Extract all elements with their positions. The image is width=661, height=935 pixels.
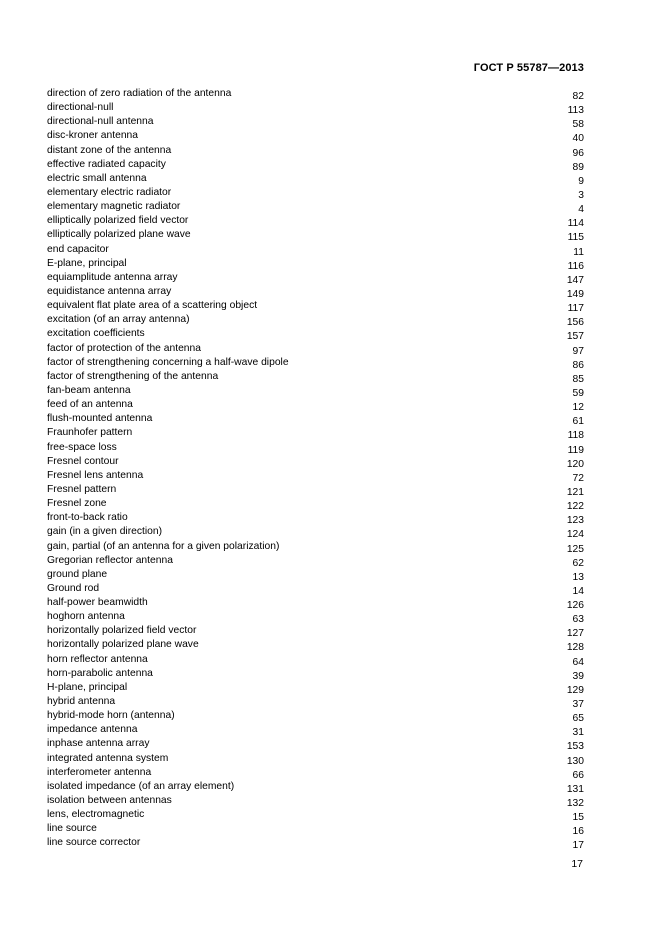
index-page-number: 123 <box>566 515 584 527</box>
index-entry <box>47 795 584 809</box>
index-entry <box>47 244 584 258</box>
index-term: elliptically polarized plane wave <box>47 229 191 241</box>
index-page-number: 126 <box>566 600 584 612</box>
index-term: equivalent flat plate area of a scattering object <box>47 300 258 312</box>
index-term: line source corrector <box>47 837 141 849</box>
index-page-number: 127 <box>566 628 584 640</box>
index-term: factor of protection of the antenna <box>47 342 201 354</box>
index-term: flush-mounted antenna <box>47 413 153 425</box>
index-page-number: 129 <box>566 684 584 696</box>
index-page-number: 120 <box>566 458 584 470</box>
index-entry <box>47 102 584 116</box>
index-page-number: 119 <box>567 444 584 456</box>
index-page-number: 61 <box>572 416 584 428</box>
index-term: Fresnel contour <box>47 455 119 467</box>
index-page-number: 147 <box>566 274 584 286</box>
index-entry <box>47 753 584 767</box>
index-page-number: 89 <box>572 161 584 173</box>
index-entry <box>47 385 584 399</box>
index-entry <box>47 710 584 724</box>
index-entry <box>47 837 584 851</box>
index-term: Fresnel lens antenna <box>47 469 144 481</box>
index-entry <box>47 512 584 526</box>
index-page-number: 122 <box>566 501 584 513</box>
index-term: elementary electric radiator <box>47 186 172 198</box>
index-page-number: 131 <box>566 783 584 795</box>
index-entry <box>47 413 584 427</box>
index-entry <box>47 187 584 201</box>
index-entry <box>47 767 584 781</box>
index-term: direction of zero radiation of the antenna <box>47 88 232 99</box>
index-entry <box>47 159 584 173</box>
index-list <box>47 88 584 852</box>
index-entry <box>47 258 584 272</box>
index-term: hoghorn antenna <box>47 611 125 623</box>
index-page-number: 14 <box>572 585 584 597</box>
index-page-number: 66 <box>572 769 584 781</box>
index-entry <box>47 625 584 639</box>
index-term: end capacitor <box>47 243 109 255</box>
index-entry <box>47 668 584 682</box>
index-entry <box>47 541 584 555</box>
index-entry <box>47 357 584 371</box>
index-page-number: 86 <box>572 359 584 371</box>
index-page-number: 156 <box>566 317 584 329</box>
index-entry <box>47 286 584 300</box>
index-term: line source <box>47 823 97 835</box>
index-page-number: 63 <box>572 614 584 626</box>
index-term: gain, partial (of an antenna for a given polarization) <box>47 540 280 552</box>
index-term: gain (in a given direction) <box>47 526 163 538</box>
index-entry <box>47 442 584 456</box>
index-page-number: 31 <box>572 727 584 739</box>
index-term: ground plane <box>47 568 108 580</box>
index-term: fan-beam antenna <box>47 384 131 396</box>
index-term: interferometer antenna <box>47 766 152 778</box>
index-term: factor of strengthening of the antenna <box>47 370 219 382</box>
index-term: Ground rod <box>47 582 100 594</box>
index-page-number: 64 <box>572 656 584 668</box>
index-page-number: 97 <box>572 345 584 357</box>
document-header: ГОСТ Р 55787—2013 <box>473 62 584 74</box>
index-term: integrated antenna system <box>47 752 169 764</box>
index-page-number: 59 <box>572 387 584 399</box>
index-entry <box>47 724 584 738</box>
index-page-number: 12 <box>572 402 584 414</box>
index-page-number: 113 <box>567 105 584 117</box>
index-page-number: 128 <box>566 642 584 654</box>
index-page-number: 39 <box>572 670 584 682</box>
index-term: horizontally polarized field vector <box>47 625 197 637</box>
index-entry <box>47 470 584 484</box>
index-term: lens, electromagnetic <box>47 809 145 821</box>
index-term: H-plane, principal <box>47 681 128 693</box>
index-page-number: 72 <box>572 472 584 484</box>
index-page-number: 37 <box>572 699 584 711</box>
index-page-number: 58 <box>572 119 584 131</box>
index-term: factor of strengthening concerning a half-wave dipole <box>47 356 289 368</box>
index-page-number: 65 <box>572 713 584 725</box>
index-entry <box>47 116 584 130</box>
index-entry <box>47 201 584 215</box>
index-page-number: 114 <box>567 218 584 230</box>
index-entry <box>47 682 584 696</box>
index-term: horizontally polarized plane wave <box>47 639 199 651</box>
index-entry <box>47 738 584 752</box>
index-page-number: 40 <box>572 133 584 145</box>
index-entry <box>47 526 584 540</box>
index-page-number: 3 <box>578 189 584 201</box>
index-page-number: 115 <box>567 232 584 244</box>
index-entry <box>47 300 584 314</box>
index-entry <box>47 229 584 243</box>
index-page-number: 96 <box>572 147 584 159</box>
index-page-number: 82 <box>572 91 584 102</box>
index-page-number: 157 <box>566 331 584 343</box>
index-entry <box>47 272 584 286</box>
index-page-number: 16 <box>572 826 584 838</box>
index-entry <box>47 328 584 342</box>
index-entry <box>47 484 584 498</box>
index-entry <box>47 215 584 229</box>
index-entry <box>47 696 584 710</box>
index-page-number: 116 <box>567 260 584 272</box>
index-term: disc-kroner antenna <box>47 130 139 142</box>
index-page-number: 124 <box>566 529 584 541</box>
index-term: Gregorian reflector antenna <box>47 554 173 566</box>
index-entry <box>47 399 584 413</box>
index-term: equidistance antenna array <box>47 285 172 297</box>
index-term: isolated impedance (of an array element) <box>47 780 235 792</box>
index-term: impedance antenna <box>47 724 138 736</box>
index-term: distant zone of the antenna <box>47 144 172 156</box>
index-page-number: 4 <box>578 204 584 216</box>
index-term: Fraunhofer pattern <box>47 427 133 439</box>
index-term: excitation (of an array antenna) <box>47 314 190 326</box>
index-term: feed of an antenna <box>47 399 133 411</box>
index-term: horn reflector antenna <box>47 653 148 665</box>
index-term: horn-parabolic antenna <box>47 667 153 679</box>
index-page-number: 117 <box>567 303 584 315</box>
index-page-number: 121 <box>566 486 584 498</box>
index-page-number: 125 <box>566 543 584 555</box>
index-entry <box>47 173 584 187</box>
index-entry <box>47 569 584 583</box>
index-page-number: 149 <box>566 288 584 300</box>
index-term: free-space loss <box>47 441 117 453</box>
index-term: effective radiated capacity <box>47 158 166 170</box>
index-term: hybrid antenna <box>47 696 116 708</box>
index-page-number: 132 <box>566 798 584 810</box>
index-page-number: 13 <box>572 571 584 583</box>
index-term: electric small antenna <box>47 172 147 184</box>
index-page-number: 11 <box>573 246 584 258</box>
index-term: elliptically polarized field vector <box>47 215 189 227</box>
index-term: excitation coefficients <box>47 328 145 340</box>
index-term: equiamplitude antenna array <box>47 271 178 283</box>
index-entry <box>47 555 584 569</box>
index-page-number: 153 <box>566 741 584 753</box>
index-entry <box>47 343 584 357</box>
index-term: directional-null <box>47 102 114 114</box>
index-page-number: 130 <box>566 755 584 767</box>
index-entry <box>47 809 584 823</box>
index-entry <box>47 597 584 611</box>
index-page-number: 9 <box>578 175 584 187</box>
index-term: E-plane, principal <box>47 257 127 269</box>
index-page-number: 62 <box>572 557 584 569</box>
index-page-number: 118 <box>567 430 584 442</box>
index-entry <box>47 456 584 470</box>
index-entry <box>47 427 584 441</box>
index-entry <box>47 611 584 625</box>
index-page-number: 17 <box>572 840 584 852</box>
index-entry <box>47 88 584 102</box>
index-entry <box>47 654 584 668</box>
page-number: 17 <box>571 858 583 870</box>
index-page-number: 15 <box>572 812 584 824</box>
index-page-number: 85 <box>572 373 584 385</box>
index-entry <box>47 823 584 837</box>
index-term: inphase antenna array <box>47 738 150 750</box>
index-term: isolation between antennas <box>47 795 172 807</box>
index-term: Fresnel zone <box>47 498 107 510</box>
index-entry <box>47 314 584 328</box>
index-term: front-to-back ratio <box>47 512 128 524</box>
index-term: half-power beamwidth <box>47 597 148 609</box>
index-term: hybrid-mode horn (antenna) <box>47 710 175 722</box>
index-entry <box>47 130 584 144</box>
index-entry <box>47 371 584 385</box>
index-entry <box>47 498 584 512</box>
index-entry <box>47 145 584 159</box>
index-entry <box>47 583 584 597</box>
index-term: Fresnel pattern <box>47 483 117 495</box>
index-term: elementary magnetic radiator <box>47 201 181 213</box>
index-entry <box>47 781 584 795</box>
index-term: directional-null antenna <box>47 116 154 128</box>
index-entry <box>47 639 584 653</box>
